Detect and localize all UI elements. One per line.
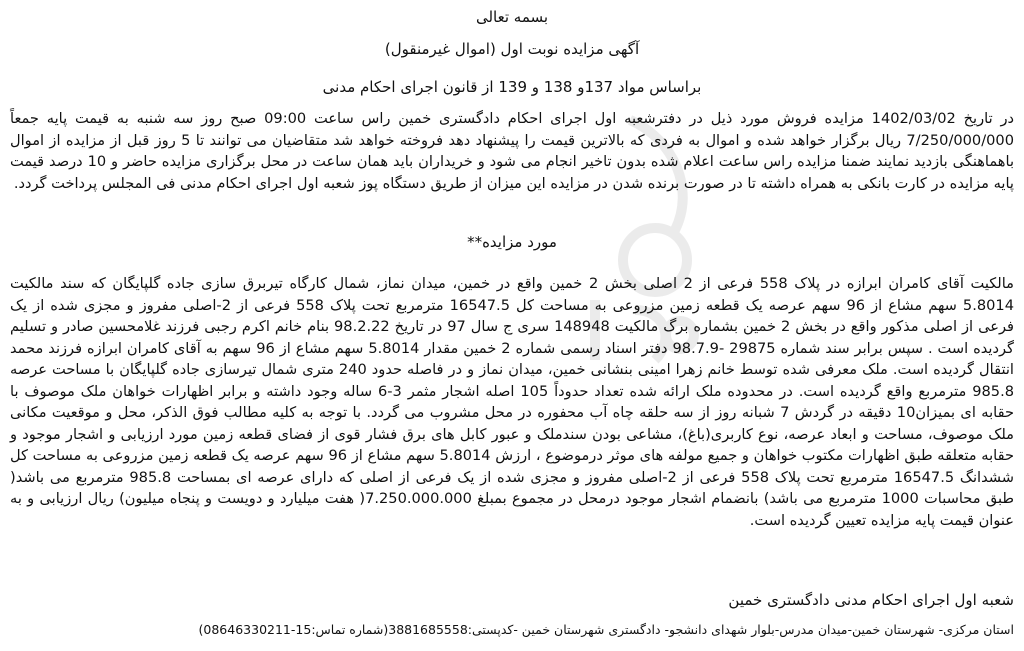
office-address-line: استان مرکزی- شهرستان خمین-میدان مدرس-بلوار شهدای دانشجو- دادگستری شهرستان خمین -کدپستی:3881685558(شماره تماس:15-08646330211) [198,622,1014,637]
bismillah-heading: بسمه تعالی [475,8,549,26]
intro-paragraph: در تاریخ 1402/03/02 مزایده فروش مورد ذیل در دفترشعبه اول اجرای احکام دادگستری خمین راس ساعت 09:00 صبح روز سه شنبه به قیمت پایه جمعاً 7/250/000/000 ریال برگزار خواهد شده و اموال به فردی که بالاترین قیمت را پیشنهاد دهد فروخته خواهد شد متقاضیان می توانند تا 5 روز قبل از مزایده از اموال باهماهنگی بازدید نمایند ضمنا مزایده راس ساعت اعلام شده بدون تاخیر انجام می شود و خریداران باید همان ساعت در محل برگزاری مزایده حاضر و 10 درصد قیمت پایه مزایده در کارت بانکی به همراه داشته تا در صورت برنده شدن در مزایده این میزان از طریق دستگاه پوز شعبه اول اجرای احکام مدنی فی المجلس پرداخت گردد. [10,110,1015,192]
notice-title: آگهی مزایده نوبت اول (اموال غیرمنقول) [384,40,640,58]
legal-basis-line: براساس مواد 137و 138 و 139 از قانون اجرای احکام مدنی [322,78,702,96]
issuing-office-signature: شعبه اول اجرای احکام مدنی دادگستری خمین [728,591,1014,609]
auction-subject-paragraph: مالکیت آقای کامران ابرازه در پلاک 558 فرعی از 2 اصلی بخش 2 خمین واقع در خمین، میدان نماز، شمال کارگاه تیربرق سازی جاده گلپایگان که سند مالکیت 5.8014 سهم مشاع از 96 سهم عرصه یک قطعه زمین مزروعی به مساحت کل 16547.5 مترمربع تحت پلاک 558 فرعی از 2-اصلی مفروز و مجزی شده از یک فرعی از اصلی مذکور واقع در بخش 2 خمین بشماره برگ مالکیت 148948 سری ج سال 97 در تاریخ 98.2.22 بنام خانم اکرم رجبی فرزند غلامحسین صادر و تسلیم گردیده است . سپس برابر سند شماره 29875 -98.7.9 دفتر اسناد رسمی شماره 2 خمین مقدار 5.8014 سهم مشاع از 96 سهم به آقای کامران ابرازه فرزند محمد انتقال گردیده است. ملک معرفی شده توسط خانم زهرا امینی بنشانی خمین، میدان نماز و در فاصله حدود 240 متری شمال تیرسازی جاده گلپایگان با مساحت عرصه 985.8 مترمربع واقع گردیده است. در محدوده ملک ارائه شده تعداد حدوداً 105 اصله اشجار مثمر 3-6 ساله وجود داشته و برابر اظهارات خواهان ملک موصوف با حقابه ای بمیزان10 دقیقه در گردش 7 شبانه روز از سه حلقه چاه آب محفوره در محل مشروب می گردد. با توجه به کلیه مطالب فوق الذکر، محل و موقعیت مکانی ملک موصوف، مساحت و ابعاد عرصه، نوع کاربری(باغ)، مشاعی بودن سندملک و عبور کابل های برق فشار قوی از فضای قطعه زمین مورد ارزیابی و اشجار موجود و حقابه متعلقه طبق اظهارات مکتوب خواهان و جمیع مولفه های موثر درموضوع ، ارزش 5.8014 سهم مشاع از 96 سهم عرصه یک قطعه زمین مزروعی به مساحت کل ششدانگ 16547.5 مترمربع تحت پلاک 558 فرعی از 2-اصلی مفروز و مجزی شده از یک فرعی از اصلی که دارای عرصه ای بمساحت 985.8 مترمربع می باشد( طبق محاسبات 1000 مترمربع می باشد) بانضمام اشجار موجود درمحل در مجموع بمبلغ 7.250.000.000( هفت میلیارد و دویست و پنجاه میلیون) ریال ارزیابی و به عنوان قیمت پایه مزایده تعیین گردیده است. [10,275,1015,529]
auction-subject-title: مورد مزایده** [467,233,557,251]
